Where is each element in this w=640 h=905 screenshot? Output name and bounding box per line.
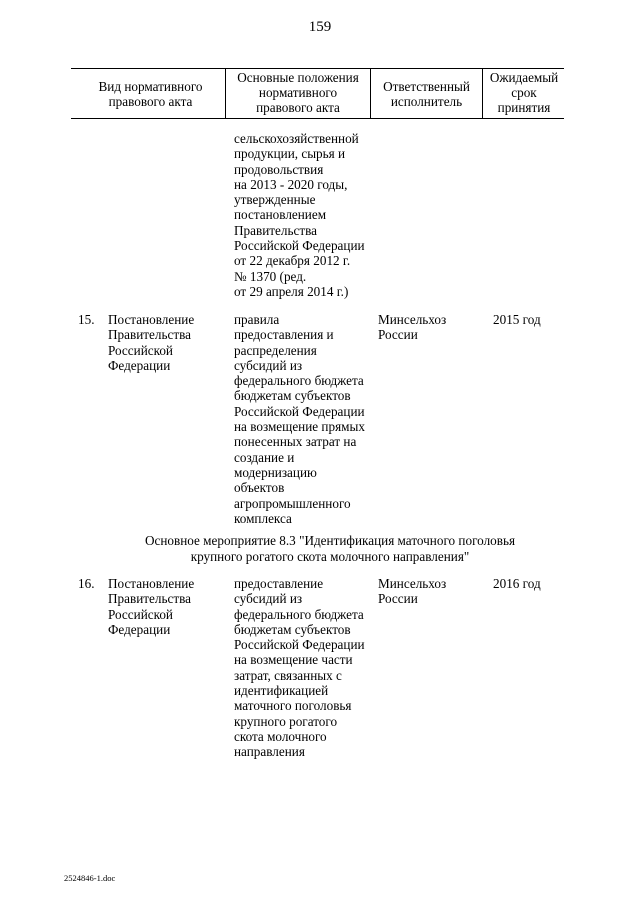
footer-doc-id: 2524846-1.doc	[64, 873, 116, 883]
header-divider-2	[370, 68, 371, 119]
header-act-type: Вид нормативного правового акта	[98, 79, 203, 109]
row-15-number: 15.	[78, 312, 95, 327]
row-15-deadline: 2015 год	[493, 312, 541, 327]
continuation-provisions: сельскохозяйственной продукции, сырья и продовольствия на 2013 - 2020 годы, утвержденные постановлением Правительства Российской Федерации от 22 декабря 2012 г. № 1370 (ред. от 29 апреля 2014 г.)	[234, 131, 365, 299]
page-number: 159	[308, 19, 332, 35]
header-provisions: Основные положения нормативного правового акта	[237, 70, 359, 115]
row-16-deadline: 2016 год	[493, 576, 541, 591]
row-16-act-type: Постановление Правительства Российской Федерации	[108, 576, 195, 637]
header-bottom-rule	[71, 118, 564, 119]
section-heading: Основное мероприятие 8.3 "Идентификация маточного поголовья крупного рогатого скота молочного направления"	[144, 533, 516, 564]
header-top-rule	[71, 68, 564, 69]
row-16-executor: Минсельхоз России	[378, 576, 447, 607]
header-divider-3	[482, 68, 483, 119]
row-16-provisions: предоставление субсидий из федерального бюджета бюджетам субъектов Российской Федерации на возмещение части затрат, связанных с идентификацией маточного поголовья крупного рогатого скота молочного направления	[234, 576, 365, 760]
header-executor: Ответственный исполнитель	[383, 79, 470, 109]
row-15-act-type: Постановление Правительства Российской Федерации	[108, 312, 195, 373]
header-deadline: Ожидаемый срок принятия	[489, 70, 559, 115]
row-16-number: 16.	[78, 576, 95, 591]
row-15-provisions: правила предоставления и распределения субсидий из федерального бюджета бюджетам субъектов Российской Федерации на возмещение прямых понесенных затрат на создание и модернизацию объектов агропромышленного комплекса	[234, 312, 365, 526]
header-divider-1	[225, 68, 226, 119]
row-15-executor: Минсельхоз России	[378, 312, 447, 343]
